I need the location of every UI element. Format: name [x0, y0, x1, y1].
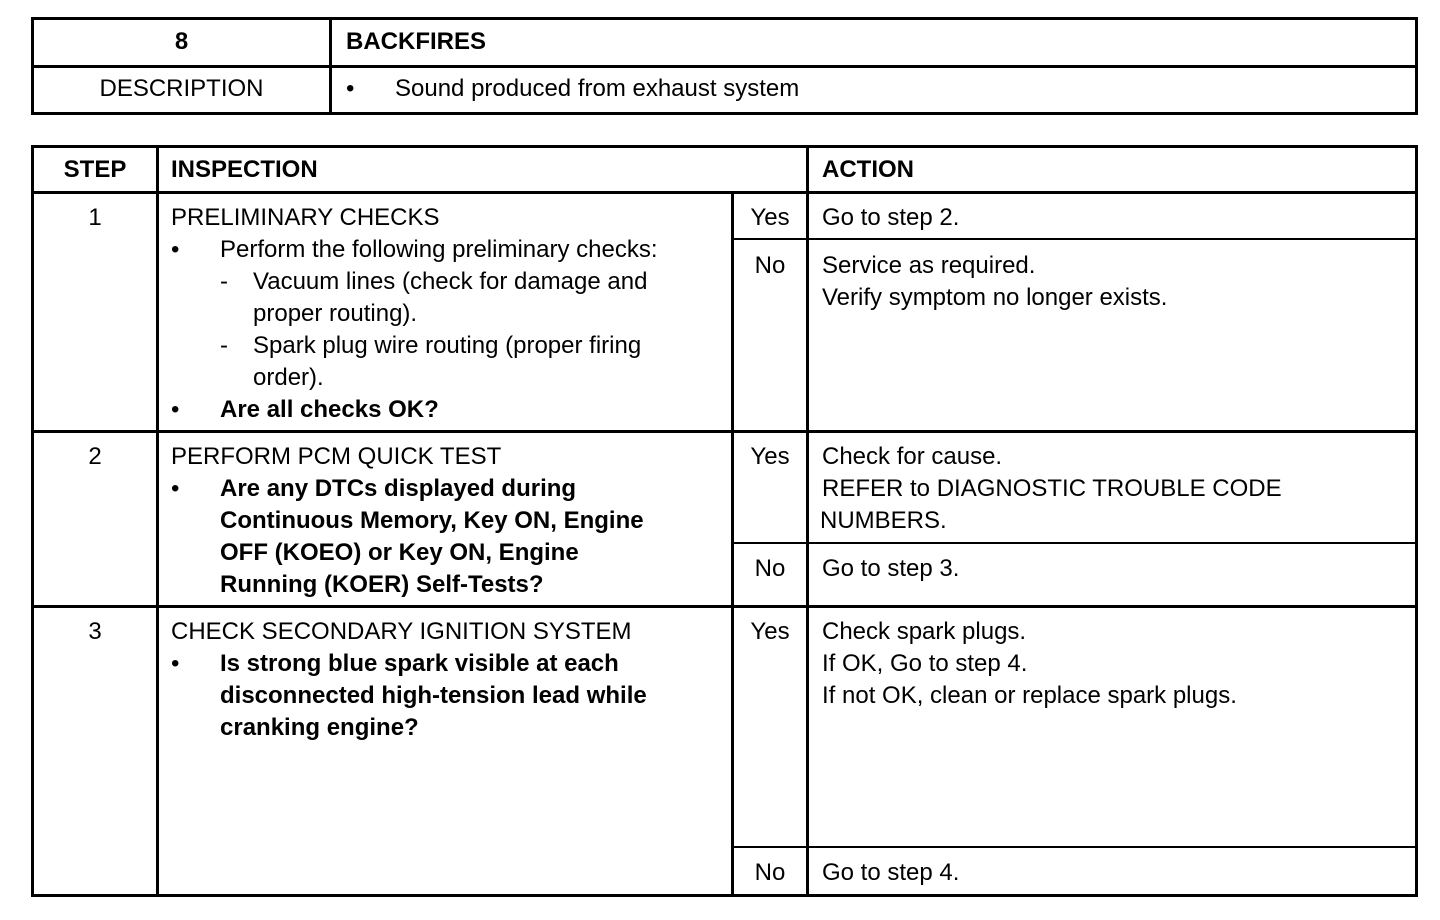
step-number: 2	[88, 443, 102, 470]
inspection-text: proper routing).	[253, 300, 418, 327]
action-text: If OK, Go to step 4.	[822, 650, 1028, 677]
col-header-action: ACTION	[822, 156, 914, 183]
bullet: •	[171, 650, 180, 677]
inspection-text: order).	[253, 364, 324, 391]
action-text: Go to step 3.	[822, 555, 960, 582]
inspection-question: cranking engine?	[220, 714, 419, 741]
step-number: 1	[88, 204, 102, 231]
inspection-question: OFF (KOEO) or Key ON, Engine	[220, 539, 579, 566]
action-text: Check for cause.	[822, 443, 1003, 470]
no-label: No	[754, 859, 786, 886]
no-label: No	[754, 555, 786, 582]
col-header-step: STEP	[63, 156, 127, 183]
bullet: •	[171, 475, 180, 502]
header-row-bottom	[31, 191, 1418, 194]
yes-label: Yes	[750, 618, 790, 645]
inspection-question: Continuous Memory, Key ON, Engine	[220, 507, 644, 534]
step-col-divider	[156, 145, 159, 897]
action-text: NUMBERS.	[820, 507, 947, 534]
bullet: •	[171, 396, 180, 423]
description-label: DESCRIPTION	[99, 75, 264, 102]
yesno-col-divider	[731, 193, 734, 897]
yes-label: Yes	[750, 443, 790, 470]
step-title: PRELIMINARY CHECKS	[171, 204, 440, 231]
action-text: REFER to DIAGNOSTIC TROUBLE CODE	[822, 475, 1282, 502]
bullet: •	[171, 236, 180, 263]
inspection-question: disconnected high-tension lead while	[220, 682, 647, 709]
action-text: Go to step 2.	[822, 204, 960, 231]
action-text: Verify symptom no longer exists.	[822, 284, 1168, 311]
step-title: PERFORM PCM QUICK TEST	[171, 443, 502, 470]
header-row-divider	[31, 65, 1418, 68]
action-text: Service as required.	[822, 252, 1036, 279]
action-text: Check spark plugs.	[822, 618, 1027, 645]
symptom-title: BACKFIRES	[346, 28, 487, 55]
inspection-text: Spark plug wire routing (proper firing	[253, 332, 642, 359]
inspection-question: Are all checks OK?	[220, 396, 439, 423]
step1-bottom	[31, 430, 1418, 433]
action-text: Go to step 4.	[822, 859, 960, 886]
step-title: CHECK SECONDARY IGNITION SYSTEM	[171, 618, 632, 645]
action-col-divider	[806, 145, 809, 897]
inspection-text: Vacuum lines (check for damage and	[253, 268, 648, 295]
header-col-divider	[329, 17, 332, 115]
col-header-inspection: INSPECTION	[171, 156, 318, 183]
step1-yes-no-divider	[731, 238, 1418, 240]
yes-label: Yes	[750, 204, 790, 231]
step2-bottom	[31, 605, 1418, 608]
symptom-number: 8	[174, 28, 189, 55]
dash: -	[220, 332, 228, 359]
step2-yes-no-divider	[731, 542, 1418, 544]
inspection-question: Are any DTCs displayed during	[220, 475, 577, 502]
inspection-question: Is strong blue spark visible at each	[220, 650, 619, 677]
no-label: No	[754, 252, 786, 279]
description-text: Sound produced from exhaust system	[395, 75, 800, 102]
inspection-text: Perform the following preliminary checks:	[220, 236, 658, 263]
inspection-question: Running (KOER) Self-Tests?	[220, 571, 544, 598]
dash: -	[220, 268, 228, 295]
step-number: 3	[88, 618, 102, 645]
step3-yes-no-divider	[731, 846, 1418, 848]
action-text: If not OK, clean or replace spark plugs.	[822, 682, 1237, 709]
description-bullet: •	[346, 75, 355, 102]
